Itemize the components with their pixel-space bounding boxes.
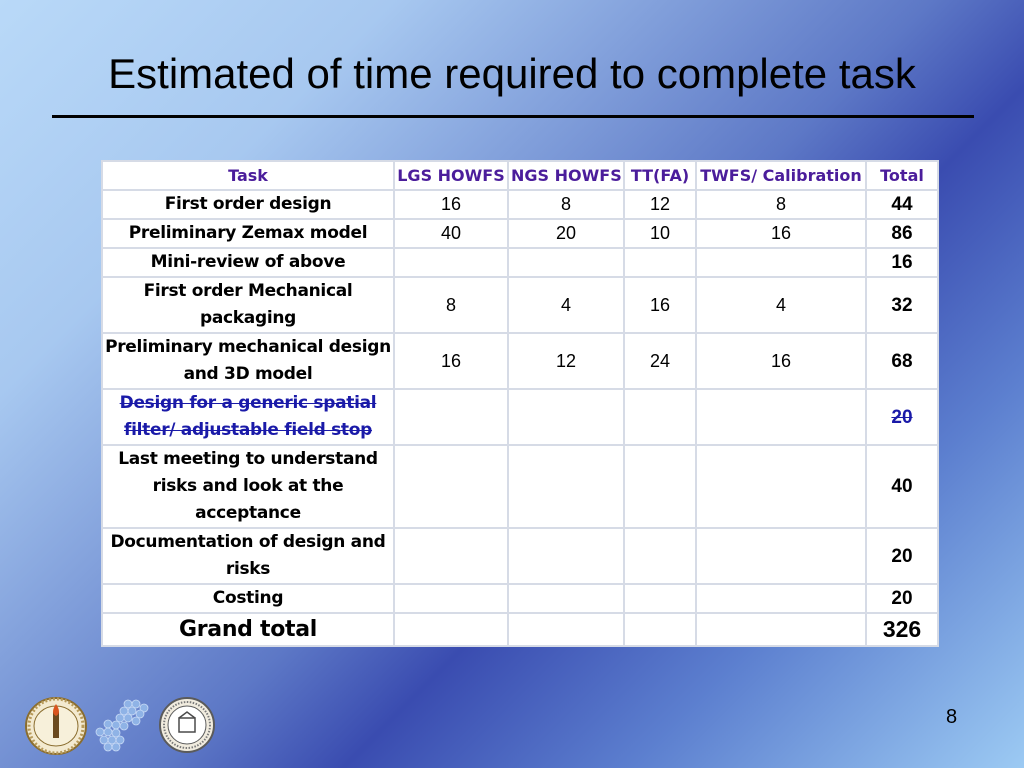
task-cell: First order Mechanical packaging: [102, 277, 394, 333]
task-cell: Mini-review of above: [102, 248, 394, 277]
table-header-row: [102, 161, 938, 190]
empty-cell: [696, 613, 866, 646]
empty-cell: [394, 613, 508, 646]
slide-title: Estimated of time required to complete task: [108, 50, 916, 97]
tt-cell: 10: [624, 219, 696, 248]
total-cell: 20: [866, 584, 938, 613]
twfs-cell: [696, 445, 866, 528]
task-cell: Preliminary mechanical design and 3D model: [102, 333, 394, 389]
table-row: [102, 445, 938, 528]
lgs-cell: [394, 389, 508, 445]
table-row: [102, 219, 938, 248]
ngs-cell: 4: [508, 277, 624, 333]
task-time-table: [101, 160, 939, 647]
table-row: [102, 584, 938, 613]
ngs-cell: 12: [508, 333, 624, 389]
twfs-cell: [696, 584, 866, 613]
ngs-cell: 8: [508, 190, 624, 219]
lgs-cell: [394, 248, 508, 277]
ngs-cell: 20: [508, 219, 624, 248]
empty-cell: [624, 613, 696, 646]
tt-cell: [624, 389, 696, 445]
total-cell-highlighted: 20: [866, 389, 938, 445]
grand-total-value: 326: [866, 613, 938, 646]
tt-cell: 24: [624, 333, 696, 389]
task-cell: Documentation of design and risks: [102, 528, 394, 584]
lgs-cell: [394, 584, 508, 613]
empty-cell: [508, 613, 624, 646]
task-label: Design for a generic spatial filter/ adjustable field stop: [119, 393, 377, 440]
lgs-cell: 40: [394, 219, 508, 248]
twfs-cell: [696, 389, 866, 445]
total-cell: 32: [866, 277, 938, 333]
total-cell: 40: [866, 445, 938, 528]
task-cell: Last meeting to understand risks and look at the acceptance: [102, 445, 394, 528]
task-cell: Preliminary Zemax model: [102, 219, 394, 248]
ngs-cell: [508, 584, 624, 613]
total-cell: 20: [866, 528, 938, 584]
table-row: [102, 333, 938, 389]
title-divider: [52, 115, 974, 118]
tt-cell: [624, 445, 696, 528]
total-cell: 44: [866, 190, 938, 219]
header-total: Total: [866, 161, 938, 190]
lgs-cell: 8: [394, 277, 508, 333]
twfs-cell: 4: [696, 277, 866, 333]
tt-cell: [624, 248, 696, 277]
twfs-cell: 16: [696, 219, 866, 248]
tt-cell: [624, 584, 696, 613]
header-lgs-howfs: LGS HOWFS: [394, 161, 508, 190]
tt-cell: 16: [624, 277, 696, 333]
table-row: [102, 528, 938, 584]
lgs-cell: 16: [394, 333, 508, 389]
tt-cell: [624, 528, 696, 584]
grand-total-label: Grand total: [102, 613, 394, 646]
table-row: [102, 389, 938, 445]
lgs-cell: 16: [394, 190, 508, 219]
ngs-cell: [508, 389, 624, 445]
twfs-cell: [696, 248, 866, 277]
table-row: [102, 277, 938, 333]
tt-cell: 12: [624, 190, 696, 219]
header-ngs-howfs: NGS HOWFS: [508, 161, 624, 190]
header-tt-fa: TT(FA): [624, 161, 696, 190]
total-cell: 16: [866, 248, 938, 277]
ngs-cell: [508, 248, 624, 277]
ngs-cell: [508, 445, 624, 528]
task-cell-highlighted: [102, 389, 394, 445]
grand-total-row: [102, 613, 938, 646]
total-cell: 86: [866, 219, 938, 248]
caltech-seal-icon: [24, 696, 88, 756]
table-row: [102, 248, 938, 277]
total-cell: 68: [866, 333, 938, 389]
twfs-cell: 16: [696, 333, 866, 389]
lgs-cell: [394, 445, 508, 528]
twfs-cell: 8: [696, 190, 866, 219]
task-cell: First order design: [102, 190, 394, 219]
lgs-cell: [394, 528, 508, 584]
table-row: [102, 190, 938, 219]
ngs-cell: [508, 528, 624, 584]
page-number: 8: [946, 706, 958, 728]
uc-seal-icon: [158, 696, 216, 754]
header-task: Task: [102, 161, 394, 190]
hexagon-mirror-segments-icon: [90, 694, 156, 756]
twfs-cell: [696, 528, 866, 584]
header-twfs-calibration: TWFS/ Calibration: [696, 161, 866, 190]
task-cell: Costing: [102, 584, 394, 613]
